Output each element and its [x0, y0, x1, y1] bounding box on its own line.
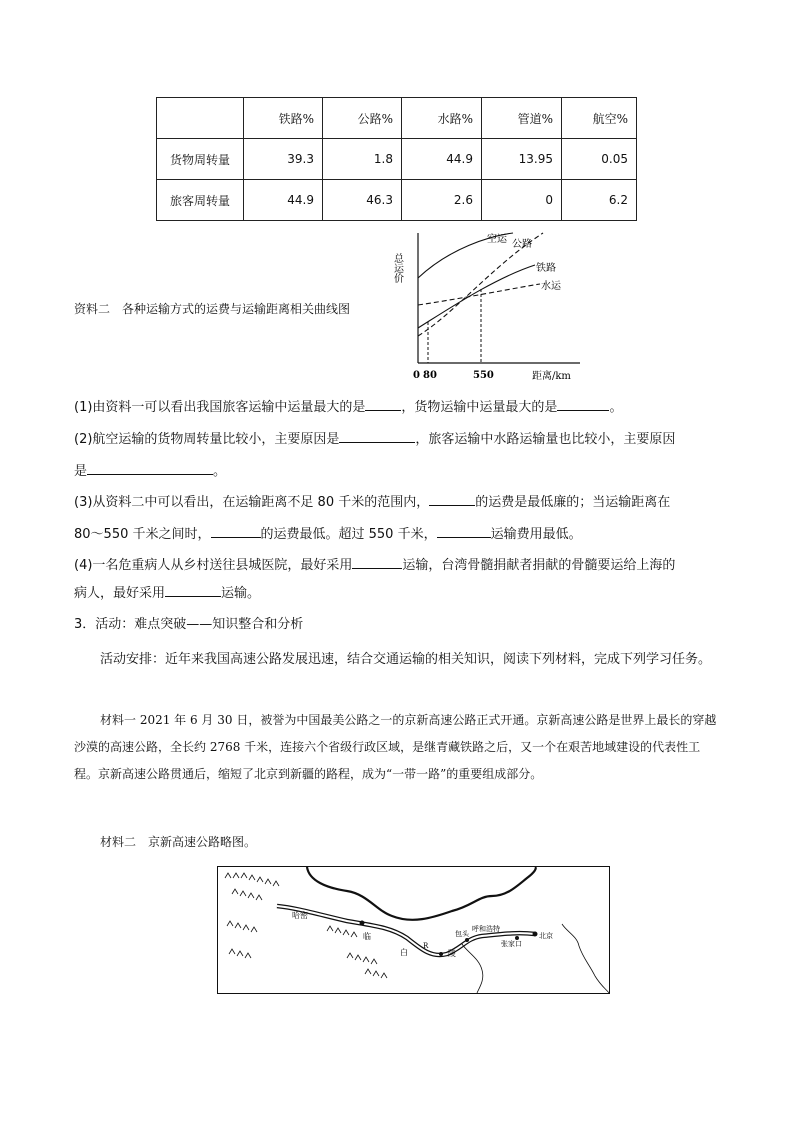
- q4-blank-1[interactable]: [352, 556, 402, 569]
- q4-text-a: (4)一名危重病人从乡村送往县城医院，最好采用: [74, 558, 353, 573]
- table-cell: 44.9: [402, 139, 482, 180]
- legend-road: 公路: [512, 239, 532, 250]
- q3-text-c: 80～550 千米之间时，: [74, 527, 211, 542]
- material2-map-caption: 材料二 京新高速公路略图。: [100, 835, 257, 849]
- table-cell: 39.3: [244, 139, 323, 180]
- q3-text-d: 的运费最低。超过 550 千米，: [260, 527, 437, 542]
- table-row: [157, 139, 637, 180]
- q3-blank-1[interactable]: [429, 493, 475, 506]
- label-baotou: 包头: [455, 930, 469, 938]
- label-beijing: 北京: [539, 932, 553, 940]
- table-header-cell: 公路%: [323, 98, 402, 139]
- q2-blank-2[interactable]: [87, 462, 213, 475]
- table-header-cell: 铁路%: [244, 98, 323, 139]
- table-header-cell: 航空%: [562, 98, 637, 139]
- material2-caption: 资料二 各种运输方式的运费与运输距离相关曲线图: [74, 302, 351, 316]
- label-zhangjiakou: 张家口: [501, 940, 522, 948]
- label-huhehaote: 呼和浩特: [472, 925, 500, 933]
- q1-text-c: 。: [609, 400, 623, 415]
- x-tick-550: 550: [473, 370, 494, 381]
- q4-text-b: 运输，台湾骨髓捐献者捐献的骨髓要运给上海的: [402, 558, 676, 573]
- question-4: [74, 556, 675, 574]
- city-marker-baotou: [439, 952, 443, 956]
- table-cell: 1.8: [323, 139, 402, 180]
- series-water: [418, 284, 540, 305]
- question-3: [74, 493, 670, 511]
- table-header-cell: 管道%: [482, 98, 562, 139]
- label-r: R: [423, 942, 429, 950]
- map-border: [218, 867, 610, 994]
- y-axis-label: 总运价: [391, 253, 403, 283]
- q4-text-d: 运输。: [221, 586, 261, 601]
- label-bai: 白: [400, 948, 408, 957]
- q2-text-c: 是: [74, 464, 88, 479]
- label-ling: 陵: [448, 949, 456, 958]
- table-cell: 44.9: [244, 180, 323, 221]
- q3-text-e: 运输费用最低。: [490, 527, 582, 542]
- material1-text: 材料一 2021 年 6 月 30 日，被誉为中国最美公路之一的京新高速公路正式开通。京新高速公路是世界上最长的穿越沙漠的高速公路，全长约 2768 千米，连接六个省级行政区域，是继青藏铁路之后，又一个在艰苦地域建设的代表性工程。京新高速公路贯通后，缩短了北京到新疆的路程，成为“一带一路”的重要组成部分。: [74, 713, 717, 781]
- q1-text-b: ，货物运输中运量最大的是: [401, 400, 558, 415]
- q3-text-a: (3)从资料二中可以看出，在运输距离不足 80 千米的范围内，: [74, 495, 430, 510]
- question-3-cont: [74, 525, 582, 543]
- table-header-cell: 水路%: [402, 98, 482, 139]
- x-axis-label: 距离/km: [532, 371, 571, 382]
- city-marker-beijing: [533, 932, 538, 937]
- label-hami: 哈密: [292, 911, 308, 920]
- row-label: 货物周转量: [157, 139, 244, 180]
- section3-heading: 3．活动：难点突破——知识整合和分析: [74, 617, 304, 632]
- transport-share-table: [156, 97, 637, 221]
- section3-arrangement: 活动安排：近年来我国高速公路发展迅速，结合交通运输的相关知识，阅读下列材料，完成下列学习任务。: [100, 652, 712, 667]
- row-label: 旅客周转量: [157, 180, 244, 221]
- x-tick-80: 80: [423, 370, 437, 381]
- table-row: [157, 180, 637, 221]
- q1-blank-2[interactable]: [557, 398, 609, 411]
- table-header-row: [157, 98, 637, 139]
- q1-blank-1[interactable]: [365, 398, 401, 411]
- city-marker-huhehaote: [465, 938, 469, 942]
- jingxin-expressway-map: [217, 866, 610, 994]
- legend-air: 空运: [487, 234, 507, 245]
- table-header-cell: [157, 98, 244, 139]
- freight-cost-chart: [391, 228, 585, 383]
- q2-text-a: (2)航空运输的货物周转量比较小，主要原因是: [74, 432, 340, 447]
- table-cell: 6.2: [562, 180, 637, 221]
- question-1: [74, 398, 622, 416]
- series-rail: [418, 265, 535, 328]
- q4-text-c: 病人，最好采用: [74, 586, 166, 601]
- q2-text-d: 。: [213, 464, 227, 479]
- q4-blank-2[interactable]: [165, 584, 221, 597]
- table-cell: 0: [482, 180, 562, 221]
- q3-blank-3[interactable]: [437, 525, 491, 538]
- q3-text-b: 的运费是最低廉的；当运输距离在: [475, 495, 671, 510]
- legend-water: 水运: [541, 281, 561, 292]
- question-2: [74, 430, 675, 448]
- legend-rail: 铁路: [536, 263, 556, 274]
- q2-blank-1[interactable]: [339, 430, 415, 443]
- q3-blank-2[interactable]: [211, 525, 261, 538]
- label-lin: 临: [363, 932, 371, 941]
- q2-text-b: ，旅客运输中水路运输量也比较小，主要原因: [415, 432, 676, 447]
- q1-text-a: (1)由资料一可以看出我国旅客运输中运量最大的是: [74, 400, 366, 415]
- table-cell: 0.05: [562, 139, 637, 180]
- table-cell: 13.95: [482, 139, 562, 180]
- question-4-cont: [74, 584, 260, 602]
- table-cell: 46.3: [323, 180, 402, 221]
- table-cell: 2.6: [402, 180, 482, 221]
- question-2-cont: [74, 462, 226, 480]
- city-marker-lin: [360, 921, 365, 926]
- x-tick-0: 0: [413, 370, 420, 381]
